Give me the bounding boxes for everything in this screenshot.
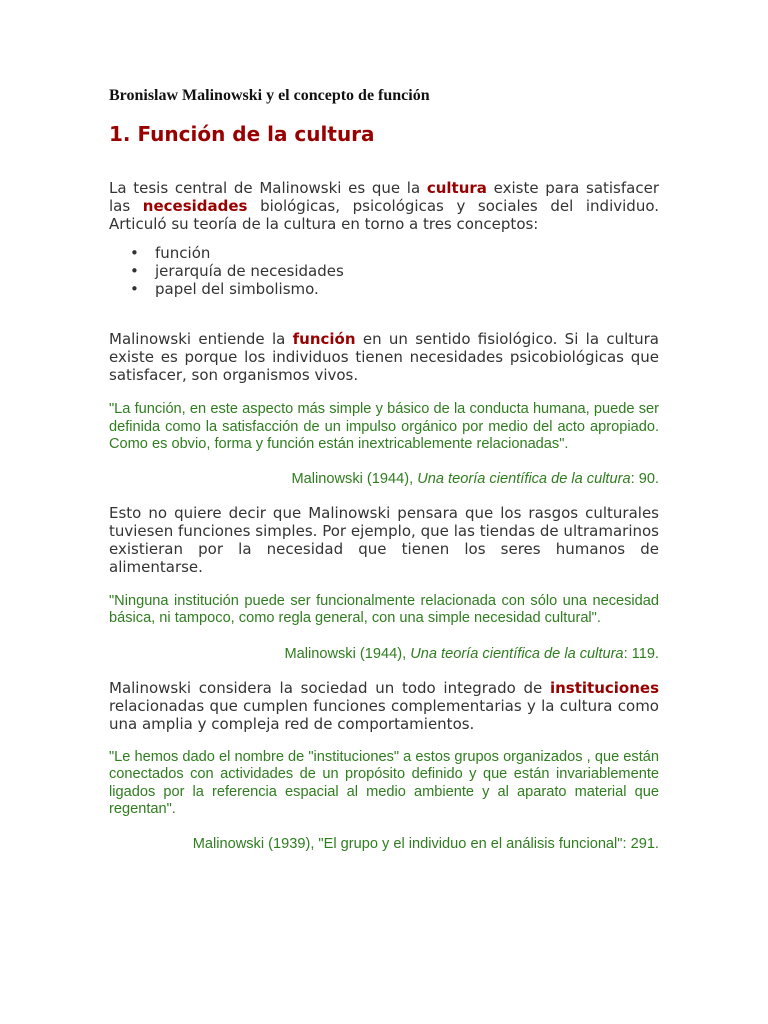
concept-list: [109, 244, 659, 298]
document-page: [109, 87, 659, 853]
bullet-icon: •: [130, 262, 139, 280]
highlight-instituciones: instituciones: [549, 678, 659, 697]
quote-block: "Ninguna institución puede ser funcionalmente relacionada con sólo una necesidad básica, ni tampoco, como regla general, con una simple necesidad cultural".: [109, 592, 659, 626]
quote-citation: Malinowski (1944), Una teoría científica de la cultura: 119.: [284, 645, 659, 662]
list-item: • papel del simbolismo.: [130, 280, 319, 298]
quote-citation: Malinowski (1939), "El grupo y el individuo en el análisis funcional": 291.: [192, 835, 659, 852]
section-heading: 1. Función de la cultura: [109, 122, 375, 146]
list-item: • función: [130, 244, 211, 262]
paragraph-institutions: Malinowski considera la sociedad un todo integrado de instituciones relacionadas que cumplen funciones complementarias y la cultura como una amplia y compleja red de comportamientos.: [109, 678, 659, 733]
paragraph-simple-functions: Esto no quiere decir que Malinowski pensara que los rasgos culturales tuviesen funciones simples. Por ejemplo, que las tiendas de ultramarinos existieran por la necesidad que tienen los seres humanos de alimentarse.: [109, 503, 659, 576]
document-title: Bronislaw Malinowski y el concepto de función: [109, 87, 430, 104]
quote-block: "Le hemos dado el nombre de "instituciones" a estos grupos organizados , que están conectados con actividades de un propósito definido y que están invariablemente ligados por la referencia espacial al medio ambiente y al aparato material que regentan".: [109, 748, 659, 817]
highlight-cultura: cultura: [426, 179, 487, 197]
bullet-icon: •: [130, 244, 139, 262]
highlight-funcion: función: [292, 330, 356, 348]
list-item: • jerarquía de necesidades: [130, 262, 344, 280]
paragraph-thesis: La tesis central de Malinowski es que la cultura existe para satisfacer las necesidades biológicas, psicológicas y sociales del individuo. Articuló su teoría de la cultura en torno a tres conceptos:: [109, 179, 660, 233]
highlight-necesidades: necesidades: [142, 197, 248, 215]
quote-citation: Malinowski (1944), Una teoría científica de la cultura: 90.: [291, 470, 659, 487]
bullet-icon: •: [130, 280, 139, 298]
paragraph-function: Malinowski entiende la función en un sentido fisiológico. Si la cultura existe es porque los individuos tienen necesidades psicobiológicas que satisfacer, son organismos vivos.: [109, 330, 659, 384]
quote-block: "La función, en este aspecto más simple y básico de la conducta humana, puede ser definida como la satisfacción de un impulso orgánico por medio del acto apropiado. Como es obvio, forma y función están inextricablemente relacionadas".: [109, 401, 659, 452]
